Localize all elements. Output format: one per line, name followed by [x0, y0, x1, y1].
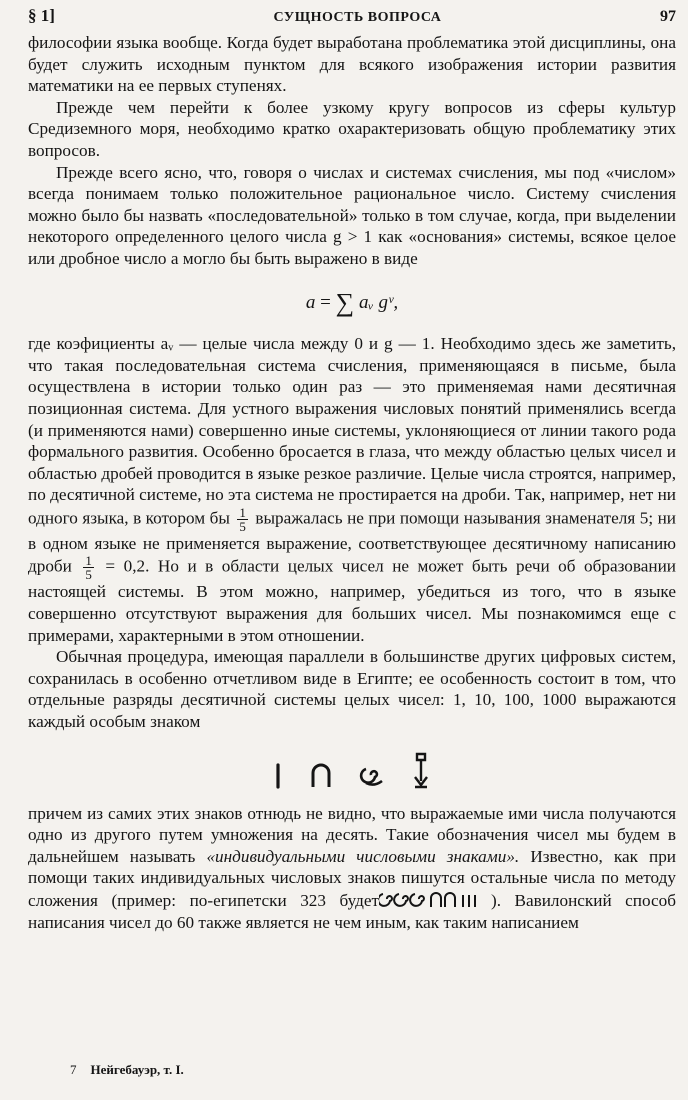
- egyptian-numerals: [28, 751, 676, 789]
- sheet-number: 7: [70, 1062, 77, 1077]
- fraction-numerator: 1: [85, 553, 92, 569]
- formula-rhs: aᵥ gᵛ,: [358, 291, 399, 313]
- formula-eq: =: [320, 291, 331, 313]
- paragraph-1: философии языка вообще. Когда будет выработана проблематика этой дисциплины, она будет служить исходным пунктом для всякого изображения истории развития математики на ее первых ступенях.: [28, 33, 676, 96]
- printer-signature: Нейгебауэр, т. I.: [90, 1062, 184, 1077]
- egyptian-323-icon: [379, 889, 491, 909]
- sum-symbol: ∑: [335, 287, 355, 317]
- sum-formula: [28, 287, 676, 317]
- paragraph-6-part-a: причем из самих этих знаков отнюдь не видно, что выражаемые ими числа получаются одно из другого путем умножения на десять. Такие обозначения чисел мы будем в дальнейшем называть: [28, 803, 676, 866]
- emphasized-term: «индивидуальными числовыми знаками».: [206, 846, 520, 866]
- paragraph-6-part-c: ). Вавилонский способ написания чисел до 60 также является не чем иным, как таким написанием: [28, 891, 676, 932]
- fraction-denominator: 5: [239, 518, 246, 534]
- paragraph-4-part-b: выражалась не при помощи называния знаменателя 5; ни в одном языке не применяется выражение, соответствующее десятичному написанию дроби: [28, 508, 677, 576]
- fraction-one-fifth: [237, 506, 248, 533]
- paragraph-4-part-a: где коэфициенты aᵥ — целые числа между 0 и g — 1. Необходимо здесь же заметить, что такая последовательная система счисления, применяющаяся в письме, была осуществлена в истории только один раз — это применяемая нами десятичная позиционная система. Для устного выражения числовых понятий применялись всегда (и применяются нами) совершенно иные системы, уклоняющиеся от линии такого рода формального развития. Особенно бросается в глаза, что между областью целых чисел и областью дробей проводится в языке резкое различие. Целые числа строятся, например, по десятичной системе, но эта система не простирается на дроби. Так, например, нет ни одного языка, в котором бы: [28, 334, 676, 528]
- fraction-one-fifth-2: [83, 554, 94, 581]
- paragraph-4: [28, 333, 676, 646]
- egyptian-1000-lotus-icon: [411, 751, 431, 789]
- paragraph-5: Обычная процедура, имеющая параллели в большинстве других цифровых систем, сохранилась в особенно отчетливом виде в Египте; ее особенность состоит в том, что отдельные разряды десятичной системы целых чисел: 1, 10, 100, 1000 выражаются каждый особым знаком: [28, 647, 676, 732]
- paragraph-4-part-c: = 0,2. Но и в области целых чисел не может быть речи об образовании настоящей системы. В этом можно, например, убедиться из того, что в языке совершенно отсутствуют выражения для больших чисел. Мы познакомимся еще с примерами, характерными в этом отношении.: [28, 556, 676, 645]
- egyptian-100-coil-icon: [359, 761, 385, 789]
- fraction-denominator: 5: [85, 567, 92, 583]
- paragraph-2: Прежде чем перейти к более узкому кругу вопросов из сферы культур Средиземного моря, необходимо кратко охарактеризовать общую проблематику этих вопросов.: [28, 97, 676, 160]
- formula-lhs: a: [305, 291, 316, 313]
- egyptian-10-heel-icon: [309, 761, 333, 789]
- running-title: СУЩНОСТЬ ВОПРОСА: [273, 10, 442, 25]
- egyptian-1-stroke-icon: [273, 761, 283, 789]
- page-footer: [70, 1062, 184, 1078]
- running-header: [28, 6, 676, 32]
- fraction-numerator: 1: [239, 504, 246, 520]
- section-marker: § 1]: [28, 6, 55, 25]
- paragraph-3: Прежде всего ясно, что, говоря о числах и системах счисления, мы под «числом» всегда понимаем только положительное рациональное число. Систему счисления можно было бы назвать «последовательной» только в том случае, когда, при выделении некоторого определенного целого числа g > 1 как «основания» системы, всякое целое или дробное число a могло бы быть выражено в виде: [28, 162, 676, 268]
- paragraph-6-part-b: Известно, как при помощи таких индивидуальных числовых знаков пишутся остальные числа по методу сложения (пример: по-египетски 323 будет: [28, 846, 677, 910]
- page-number: 97: [659, 8, 676, 25]
- body-text: [28, 32, 676, 933]
- paragraph-6: [28, 803, 676, 934]
